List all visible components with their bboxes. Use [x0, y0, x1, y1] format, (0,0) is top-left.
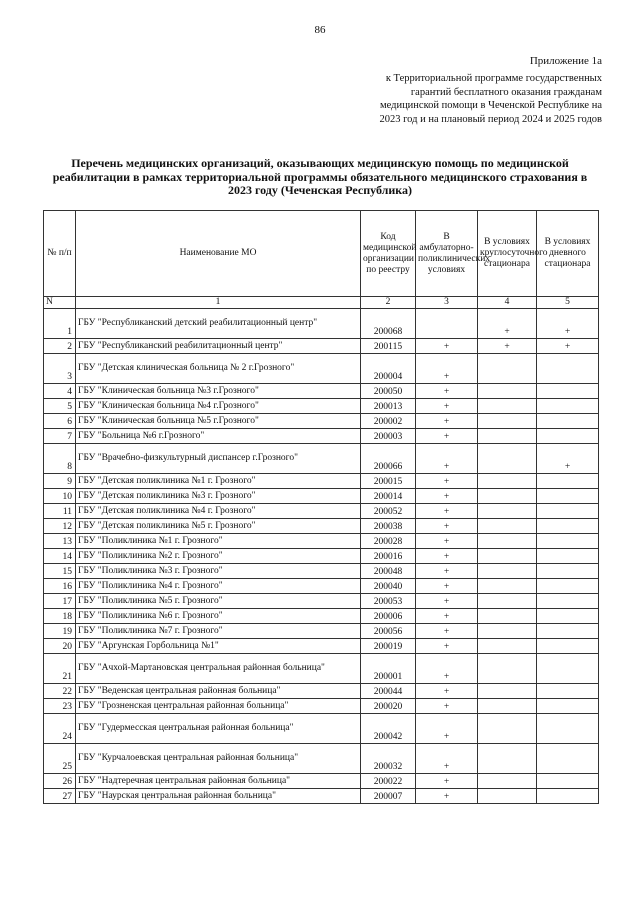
organization-name: ГБУ "Веденская центральная районная больница" — [76, 684, 361, 699]
day-hospital-mark — [537, 684, 599, 699]
table-row — [44, 789, 599, 804]
organization-code: 200020 — [361, 699, 416, 714]
row-number: 20 — [44, 639, 76, 654]
row-number: 11 — [44, 504, 76, 519]
header-outpatient: В амбулаторно-поликлинических условиях — [416, 211, 478, 297]
organization-code: 200015 — [361, 474, 416, 489]
column-number: 1 — [76, 297, 361, 309]
day-hospital-mark — [537, 744, 599, 774]
outpatient-mark: + — [416, 789, 478, 804]
organization-code: 200068 — [361, 309, 416, 339]
table-row — [44, 399, 599, 414]
outpatient-mark: + — [416, 444, 478, 474]
row-number: 25 — [44, 744, 76, 774]
column-number: 5 — [537, 297, 599, 309]
organization-code: 200019 — [361, 639, 416, 654]
row-number: 23 — [44, 699, 76, 714]
round-clock-mark — [478, 609, 537, 624]
organizations-table — [43, 210, 599, 804]
row-number: 26 — [44, 774, 76, 789]
row-number: 27 — [44, 789, 76, 804]
round-clock-mark — [478, 564, 537, 579]
outpatient-mark: + — [416, 774, 478, 789]
organization-name: ГБУ "Детская поликлиника №4 г. Грозного" — [76, 504, 361, 519]
table-row — [44, 309, 599, 339]
row-number: 16 — [44, 579, 76, 594]
organization-code: 200115 — [361, 339, 416, 354]
row-number: 19 — [44, 624, 76, 639]
table-row — [44, 384, 599, 399]
organization-name: ГБУ "Клиническая больница №3 г.Грозного" — [76, 384, 361, 399]
round-clock-mark — [478, 534, 537, 549]
organization-code: 200004 — [361, 354, 416, 384]
round-clock-mark — [478, 654, 537, 684]
row-number: 9 — [44, 474, 76, 489]
day-hospital-mark — [537, 714, 599, 744]
day-hospital-mark — [537, 609, 599, 624]
organization-code: 200048 — [361, 564, 416, 579]
outpatient-mark: + — [416, 639, 478, 654]
round-clock-mark: + — [478, 339, 537, 354]
row-number: 1 — [44, 309, 76, 339]
organization-name: ГБУ "Врачебно-физкультурный диспансер г.Грозного" — [76, 444, 361, 474]
day-hospital-mark — [537, 534, 599, 549]
table-row — [44, 519, 599, 534]
day-hospital-mark — [537, 699, 599, 714]
header-code: Код медицинской организации по реестру — [361, 211, 416, 297]
round-clock-mark — [478, 624, 537, 639]
table-row — [44, 354, 599, 384]
organization-name: ГБУ "Поликлиника №5 г. Грозного" — [76, 594, 361, 609]
day-hospital-mark — [537, 654, 599, 684]
outpatient-mark: + — [416, 399, 478, 414]
round-clock-mark — [478, 504, 537, 519]
outpatient-mark: + — [416, 339, 478, 354]
table-row — [44, 624, 599, 639]
round-clock-mark — [478, 579, 537, 594]
outpatient-mark: + — [416, 594, 478, 609]
row-number: 8 — [44, 444, 76, 474]
round-clock-mark — [478, 444, 537, 474]
table-row — [44, 444, 599, 474]
row-number: 21 — [44, 654, 76, 684]
appendix-line: к Территориальной программе государственных — [385, 73, 602, 84]
day-hospital-mark — [537, 354, 599, 384]
organization-name: ГБУ "Поликлиника №3 г. Грозного" — [76, 564, 361, 579]
organization-name: ГБУ "Наурская центральная районная больница" — [76, 789, 361, 804]
appendix-title: Приложение 1а — [529, 55, 602, 67]
organization-name: ГБУ "Детская клиническая больница № 2 г.Грозного" — [76, 354, 361, 384]
day-hospital-mark — [537, 519, 599, 534]
table-row — [44, 429, 599, 444]
organization-name: ГБУ "Детская поликлиника №5 г. Грозного" — [76, 519, 361, 534]
outpatient-mark: + — [416, 354, 478, 384]
table-row — [44, 339, 599, 354]
day-hospital-mark: + — [537, 309, 599, 339]
appendix-line: гарантий бесплатного оказания гражданам — [410, 86, 602, 98]
outpatient-mark: + — [416, 564, 478, 579]
organization-code: 200002 — [361, 414, 416, 429]
day-hospital-mark: + — [537, 339, 599, 354]
table-row — [44, 549, 599, 564]
organization-name: ГБУ "Поликлиника №2 г. Грозного" — [76, 549, 361, 564]
table-row — [44, 609, 599, 624]
round-clock-mark — [478, 489, 537, 504]
round-clock-mark — [478, 684, 537, 699]
row-number: 12 — [44, 519, 76, 534]
organization-name: ГБУ "Клиническая больница №4 г.Грозного" — [76, 399, 361, 414]
organization-code: 200056 — [361, 624, 416, 639]
row-number: 10 — [44, 489, 76, 504]
day-hospital-mark — [537, 579, 599, 594]
organization-code: 200001 — [361, 654, 416, 684]
header-day: В условиях дневного стационара — [537, 211, 599, 297]
day-hospital-mark — [537, 414, 599, 429]
row-number: 15 — [44, 564, 76, 579]
organization-code: 200032 — [361, 744, 416, 774]
organization-name: ГБУ "Поликлиника №7 г. Грозного" — [76, 624, 361, 639]
column-number: 3 — [416, 297, 478, 309]
round-clock-mark — [478, 744, 537, 774]
table-row — [44, 504, 599, 519]
organization-code: 200066 — [361, 444, 416, 474]
organization-code: 200042 — [361, 714, 416, 744]
appendix-line: 2023 год и на плановый период 2024 и 2025 годов — [379, 113, 602, 125]
organization-code: 200016 — [361, 549, 416, 564]
outpatient-mark: + — [416, 384, 478, 399]
outpatient-mark: + — [416, 519, 478, 534]
table-row — [44, 534, 599, 549]
outpatient-mark: + — [416, 489, 478, 504]
outpatient-mark: + — [416, 699, 478, 714]
round-clock-mark — [478, 594, 537, 609]
organization-name: ГБУ "Ачхой-Мартановская центральная районная больница" — [76, 654, 361, 684]
table-row — [44, 684, 599, 699]
column-number: 4 — [478, 297, 537, 309]
row-number: 13 — [44, 534, 76, 549]
organization-code: 200053 — [361, 594, 416, 609]
row-number: 5 — [44, 399, 76, 414]
table-row — [44, 714, 599, 744]
outpatient-mark: + — [416, 744, 478, 774]
round-clock-mark — [478, 429, 537, 444]
table-row — [44, 594, 599, 609]
day-hospital-mark — [537, 774, 599, 789]
day-hospital-mark: + — [537, 444, 599, 474]
row-number: 3 — [44, 354, 76, 384]
day-hospital-mark — [537, 504, 599, 519]
day-hospital-mark — [537, 549, 599, 564]
row-number: 6 — [44, 414, 76, 429]
day-hospital-mark — [537, 564, 599, 579]
organization-code: 200013 — [361, 399, 416, 414]
header-round-clock: В условиях круглосуточного стационара — [478, 211, 537, 297]
round-clock-mark — [478, 774, 537, 789]
table-row — [44, 579, 599, 594]
appendix-line: медицинской помощи в Чеченской Республике на — [379, 100, 602, 111]
organization-code: 200014 — [361, 489, 416, 504]
round-clock-mark — [478, 789, 537, 804]
round-clock-mark — [478, 699, 537, 714]
column-number: N — [44, 297, 76, 309]
round-clock-mark: + — [478, 309, 537, 339]
organization-code: 200006 — [361, 609, 416, 624]
table-row — [44, 699, 599, 714]
day-hospital-mark — [537, 789, 599, 804]
table-row — [44, 639, 599, 654]
row-number: 22 — [44, 684, 76, 699]
table-row — [44, 474, 599, 489]
outpatient-mark — [416, 309, 478, 339]
day-hospital-mark — [537, 594, 599, 609]
header-num: № п/п — [44, 211, 76, 297]
day-hospital-mark — [537, 429, 599, 444]
organization-code: 200022 — [361, 774, 416, 789]
outpatient-mark: + — [416, 429, 478, 444]
day-hospital-mark — [537, 384, 599, 399]
row-number: 18 — [44, 609, 76, 624]
row-number: 4 — [44, 384, 76, 399]
outpatient-mark: + — [416, 534, 478, 549]
table-row — [44, 564, 599, 579]
round-clock-mark — [478, 354, 537, 384]
organization-code: 200052 — [361, 504, 416, 519]
organization-name: ГБУ "Поликлиника №6 г. Грозного" — [76, 609, 361, 624]
table-row — [44, 774, 599, 789]
organization-name: ГБУ "Республиканский реабилитационный центр" — [76, 339, 361, 354]
organization-name: ГБУ "Республиканский детский реабилитационный центр" — [76, 309, 361, 339]
day-hospital-mark — [537, 474, 599, 489]
row-number: 14 — [44, 549, 76, 564]
organization-code: 200050 — [361, 384, 416, 399]
header-name: Наименование МО — [76, 211, 361, 297]
outpatient-mark: + — [416, 684, 478, 699]
round-clock-mark — [478, 549, 537, 564]
day-hospital-mark — [537, 639, 599, 654]
round-clock-mark — [478, 384, 537, 399]
row-number: 17 — [44, 594, 76, 609]
day-hospital-mark — [537, 489, 599, 504]
page-number: 86 — [314, 24, 326, 36]
organization-code: 200040 — [361, 579, 416, 594]
organization-name: ГБУ "Аргунская Горбольница №1" — [76, 639, 361, 654]
organization-code: 200044 — [361, 684, 416, 699]
table-row — [44, 654, 599, 684]
table-row — [44, 414, 599, 429]
outpatient-mark: + — [416, 714, 478, 744]
document-title: Перечень медицинских организаций, оказывающих медицинскую помощь по медицинской реабилитации в рамках территориальной программы обязательного медицинского страхования в 2023 году (Чеченская Республика) — [52, 156, 588, 197]
day-hospital-mark — [537, 624, 599, 639]
organization-name: ГБУ "Детская поликлиника №3 г. Грозного" — [76, 489, 361, 504]
organization-name: ГБУ "Гудермесская центральная районная больница" — [76, 714, 361, 744]
outpatient-mark: + — [416, 654, 478, 684]
round-clock-mark — [478, 474, 537, 489]
organization-name: ГБУ "Поликлиника №4 г. Грозного" — [76, 579, 361, 594]
outpatient-mark: + — [416, 474, 478, 489]
day-hospital-mark — [537, 399, 599, 414]
organization-name: ГБУ "Надтеречная центральная районная больница" — [76, 774, 361, 789]
organization-name: ГБУ "Клиническая больница №5 г.Грозного" — [76, 414, 361, 429]
organization-name: ГБУ "Детская поликлиника №1 г. Грозного" — [76, 474, 361, 489]
outpatient-mark: + — [416, 624, 478, 639]
table-row — [44, 489, 599, 504]
organization-code: 200007 — [361, 789, 416, 804]
organization-name: ГБУ "Больница №6 г.Грозного" — [76, 429, 361, 444]
organization-code: 200003 — [361, 429, 416, 444]
round-clock-mark — [478, 714, 537, 744]
column-number: 2 — [361, 297, 416, 309]
table-row — [44, 744, 599, 774]
row-number: 2 — [44, 339, 76, 354]
column-number-row — [44, 297, 599, 309]
organization-name: ГБУ "Курчалоевская центральная районная больница" — [76, 744, 361, 774]
round-clock-mark — [478, 639, 537, 654]
outpatient-mark: + — [416, 504, 478, 519]
row-number: 24 — [44, 714, 76, 744]
row-number: 7 — [44, 429, 76, 444]
organization-code: 200028 — [361, 534, 416, 549]
round-clock-mark — [478, 519, 537, 534]
organization-name: ГБУ "Поликлиника №1 г. Грозного" — [76, 534, 361, 549]
round-clock-mark — [478, 399, 537, 414]
table-header-row — [44, 211, 599, 297]
outpatient-mark: + — [416, 609, 478, 624]
outpatient-mark: + — [416, 414, 478, 429]
outpatient-mark: + — [416, 549, 478, 564]
organization-name: ГБУ "Грозненская центральная районная больница" — [76, 699, 361, 714]
round-clock-mark — [478, 414, 537, 429]
appendix-subtitle — [332, 72, 602, 126]
outpatient-mark: + — [416, 579, 478, 594]
organization-code: 200038 — [361, 519, 416, 534]
